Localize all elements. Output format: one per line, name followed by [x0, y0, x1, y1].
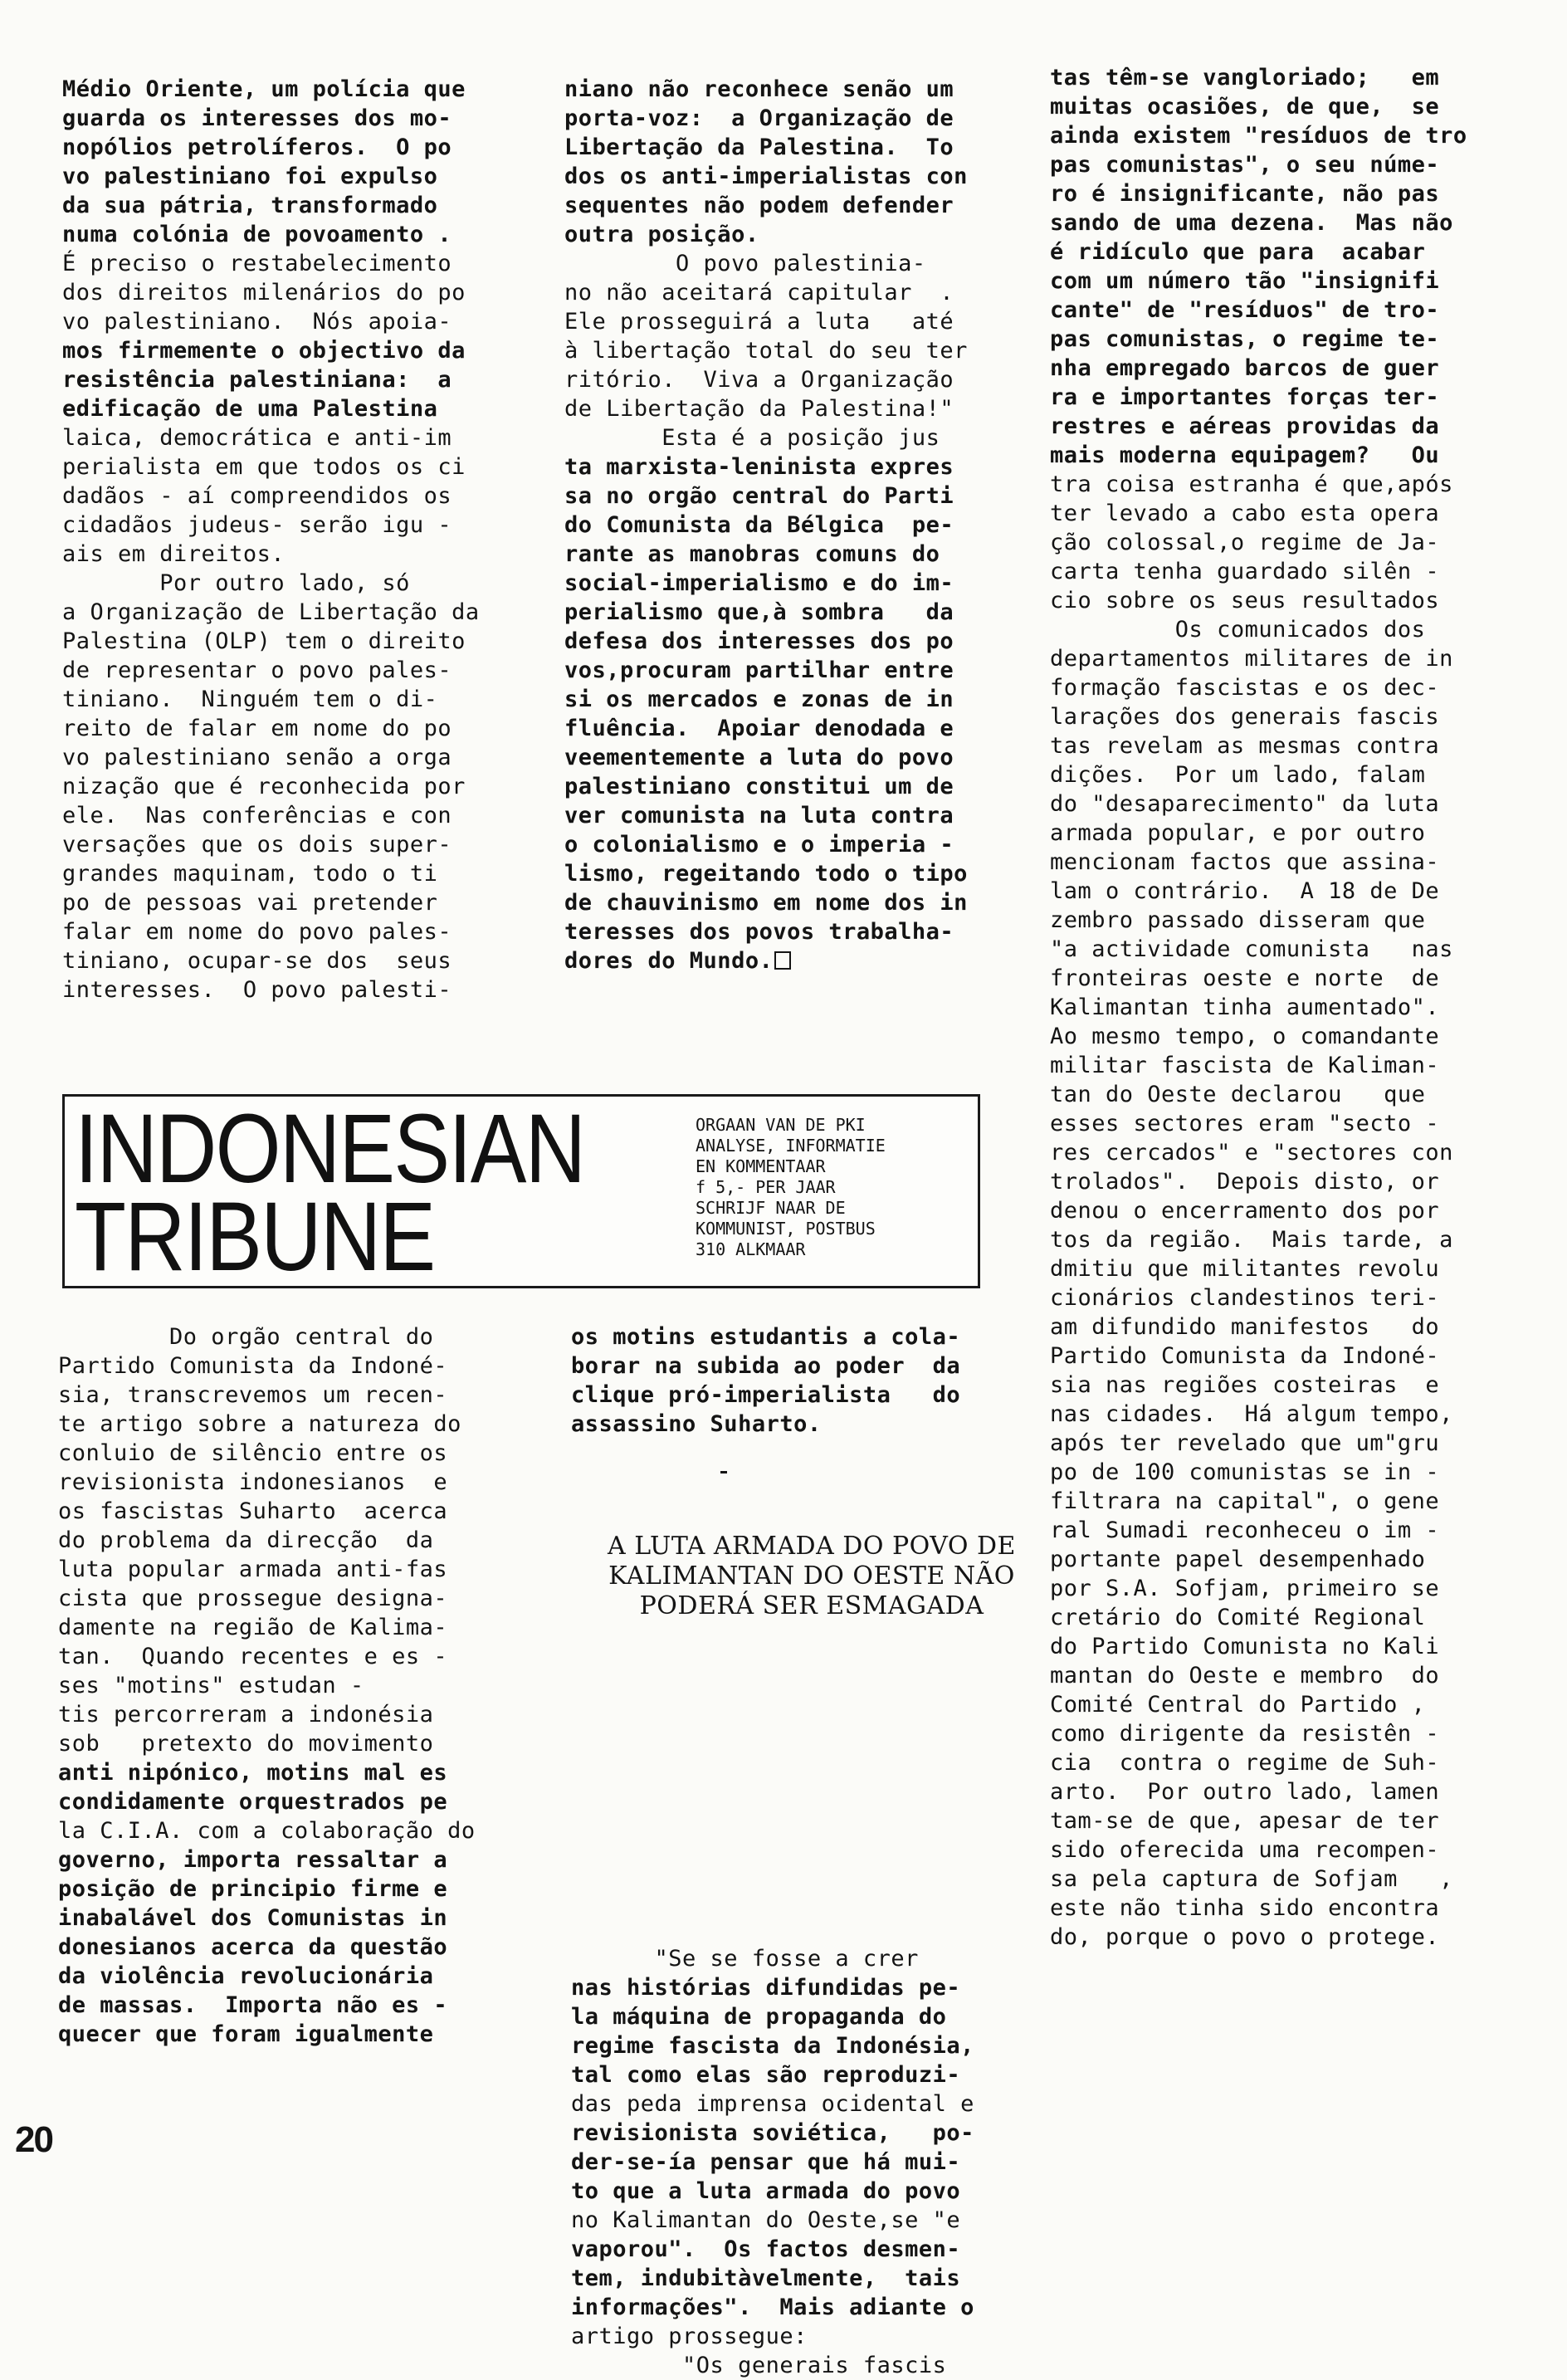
text-line: social-imperialismo e do im-	[564, 570, 954, 596]
text-line: tam-se de que, apesar de ter	[1050, 1808, 1440, 1834]
text-column-5	[571, 1322, 1052, 1439]
headline-line: KALIMANTAN DO OESTE NÃO	[608, 1561, 1015, 1591]
text-line: o colonialismo e o imperia -	[564, 832, 954, 858]
text-line: reito de falar em nome do po	[62, 716, 452, 741]
text-line: governo, importa ressaltar a	[58, 1847, 448, 1873]
text-line: formação fascistas e os dec-	[1050, 675, 1440, 701]
text-line: rante as manobras comuns do	[564, 541, 940, 567]
text-line: veementemente a luta do povo	[564, 745, 954, 770]
text-line: outra posição.	[564, 222, 759, 247]
text-line: do, porque o povo o protege.	[1050, 1924, 1440, 1950]
text-line: dos os anti-imperialistas con	[564, 164, 968, 189]
text-line: laica, democrática e anti-im	[62, 425, 452, 451]
text-line: após ter revelado que um"gru	[1050, 1430, 1440, 1456]
text-line: O povo palestinia-	[564, 251, 926, 276]
text-line: interesses. O povo palesti-	[62, 977, 452, 1003]
text-line: sia nas regiões costeiras e	[1050, 1372, 1440, 1398]
text-line: dições. Por um lado, falam	[1050, 762, 1426, 788]
text-line: da sua pátria, transformado	[62, 193, 438, 218]
text-line: tem, indubitàvelmente, tais	[571, 2265, 961, 2291]
text-line: muitas ocasiões, de que, se	[1050, 94, 1440, 120]
headline-line: A LUTA ARMADA DO POVO DE	[608, 1532, 1016, 1561]
text-line: Os comunicados dos	[1050, 617, 1426, 643]
text-line: este não tinha sido encontra	[1050, 1895, 1440, 1921]
text-line: ais em direitos.	[62, 541, 286, 567]
text-line: vo palestiniano foi expulso	[62, 164, 438, 189]
text-line: mantan do Oeste e membro do	[1050, 1663, 1440, 1688]
text-line: po de pessoas vai pretender	[62, 890, 438, 916]
text-line: denou o encerramento dos por	[1050, 1198, 1440, 1224]
text-line: vaporou". Os factos desmen-	[571, 2236, 961, 2262]
text-line: restres e aéreas providas da	[1050, 413, 1440, 439]
text-line: cista que prossegue designa-	[58, 1586, 448, 1611]
text-line: larações dos generais fascis	[1050, 704, 1440, 730]
ad-info-line: 310 ALKMAAR	[696, 1239, 806, 1259]
text-line: cidadãos judeus- serão igu -	[62, 512, 452, 538]
text-line: ra e importantes forças ter-	[1050, 384, 1440, 410]
text-line: zembro passado disseram que	[1050, 907, 1426, 933]
text-line: niano não reconhece senão um	[564, 76, 954, 102]
text-line: tan. Quando recentes e es -	[58, 1644, 448, 1669]
text-line: regime fascista da Indonésia,	[571, 2033, 974, 2059]
text-line: sia, transcrevemos um recen-	[58, 1382, 448, 1408]
text-line: cio sobre os seus resultados	[1050, 588, 1440, 613]
text-line: Ao mesmo tempo, o comandante	[1050, 1024, 1440, 1049]
text-line: Partido Comunista da Indoné-	[58, 1353, 448, 1379]
text-line: à libertação total do seu ter	[564, 338, 968, 364]
text-line: dos direitos milenários do po	[62, 280, 466, 305]
text-column-3	[1050, 63, 1531, 1952]
text-line: "Se se fosse a crer	[571, 1946, 919, 1972]
text-line: Partido Comunista da Indoné-	[1050, 1343, 1440, 1369]
text-line: tos da região. Mais tarde, a	[1050, 1227, 1453, 1253]
text-line: teresses dos povos trabalha-	[564, 919, 954, 945]
text-line: das peda imprensa ocidental e	[571, 2091, 974, 2117]
text-line: a Organização de Libertação da	[62, 599, 480, 625]
text-line: de chauvinismo em nome dos in	[564, 890, 968, 916]
text-line: ro é insignificante, não pas	[1050, 181, 1440, 207]
text-line: grandes maquinam, todo o ti	[62, 861, 438, 887]
text-line: dmitiu que militantes revolu	[1050, 1256, 1440, 1282]
text-line: lismo, regeitando todo o tipo	[564, 861, 968, 887]
text-line: Libertação da Palestina. To	[564, 134, 954, 160]
text-line: numa colónia de povoamento .	[62, 222, 452, 247]
text-line: inabalável dos Comunistas in	[58, 1905, 448, 1931]
text-line: tiniano, ocupar-se dos seus	[62, 948, 452, 974]
text-line: te artigo sobre a natureza do	[58, 1411, 461, 1437]
text-line: nha empregado barcos de guer	[1050, 355, 1440, 381]
text-line: mencionam factos que assina-	[1050, 849, 1440, 875]
text-column-1	[62, 75, 560, 1004]
ad-info-line: ORGAAN VAN DE PKI	[696, 1115, 866, 1135]
text-line: filtrara na capital", o gene	[1050, 1488, 1440, 1514]
text-line: vo palestiniano. Nós apoia-	[62, 309, 452, 335]
text-line: nopólios petrolíferos. O po	[62, 134, 452, 160]
text-line: falar em nome do povo pales-	[62, 919, 452, 945]
text-line: res cercados" e "sectores con	[1050, 1140, 1453, 1166]
text-line: palestiniano constitui um de	[564, 774, 954, 799]
decorative-dash	[720, 1471, 727, 1473]
text-line: po de 100 comunistas se in -	[1050, 1459, 1440, 1485]
text-line: dadãos - aí compreendidos os	[62, 483, 452, 509]
text-line: Do orgão central do	[58, 1324, 434, 1350]
indonesian-tribune-advertisement	[62, 1094, 980, 1292]
text-line: militar fascista de Kaliman-	[1050, 1053, 1440, 1078]
text-line: posição de principio firme e	[58, 1876, 448, 1902]
text-line: é ridículo que para acabar	[1050, 239, 1426, 265]
text-line: to que a luta armada do povo	[571, 2178, 961, 2204]
text-line: vos,procuram partilhar entre	[564, 657, 954, 683]
text-line: ele. Nas conferências e con	[62, 803, 452, 828]
ad-info-line: ANALYSE, INFORMATIE	[696, 1136, 886, 1156]
text-line: os fascistas Suharto acerca	[58, 1498, 448, 1524]
text-line: tiniano. Ninguém tem o di-	[62, 687, 438, 712]
text-line: conluio de silêncio entre os	[58, 1440, 448, 1466]
text-line: do "desaparecimento" da luta	[1050, 791, 1440, 817]
text-line: arto. Por outro lado, lamen	[1050, 1779, 1440, 1805]
text-line: tas têm-se vangloriado; em	[1050, 65, 1440, 90]
ad-title-line2: TRIBUNE	[75, 1182, 435, 1292]
text-line: como dirigente da resistên -	[1050, 1721, 1440, 1747]
text-line: si os mercados e zonas de in	[564, 687, 954, 712]
text-line: donesianos acerca da questão	[58, 1934, 448, 1960]
text-line: Esta é a posição jus	[564, 425, 940, 451]
text-line: tas revelam as mesmas contra	[1050, 733, 1440, 759]
text-line: porta-voz: a Organização de	[564, 105, 954, 131]
text-line: tra coisa estranha é que,após	[1050, 472, 1453, 497]
text-line: sob pretexto do movimento	[58, 1731, 434, 1757]
text-line: esses sectores eram "secto -	[1050, 1111, 1440, 1136]
text-line: am difundido manifestos do	[1050, 1314, 1440, 1340]
text-line: Comité Central do Partido ,	[1050, 1692, 1426, 1718]
text-line: cionários clandestinos teri-	[1050, 1285, 1440, 1311]
text-line: "Os generais fascis	[571, 2353, 947, 2378]
text-line: cia contra o regime de Suh-	[1050, 1750, 1440, 1776]
headline-line: PODERÁ SER ESMAGADA	[639, 1591, 984, 1620]
page-number: 20	[15, 2119, 52, 2160]
text-line: perialista em que todos os ci	[62, 454, 466, 480]
text-line: do Partido Comunista no Kali	[1050, 1634, 1440, 1659]
text-line: sa pela captura de Sofjam ,	[1050, 1866, 1453, 1892]
text-line: la C.I.A. com a colaboração do	[58, 1818, 476, 1844]
text-line: mos firmemente o objectivo da	[62, 338, 466, 364]
text-line: os motins estudantis a cola-	[571, 1324, 961, 1350]
text-line: do Comunista da Bélgica pe-	[564, 512, 954, 538]
text-line: ver comunista na luta contra	[564, 803, 954, 828]
text-line: cante" de "resíduos" de tro-	[1050, 297, 1440, 323]
text-line: ter levado a cabo esta opera	[1050, 501, 1440, 526]
text-line: "a actividade comunista nas	[1050, 936, 1453, 962]
text-line: Médio Oriente, um polícia que	[62, 76, 466, 102]
text-line: carta tenha guardado silên -	[1050, 559, 1440, 584]
text-line: trolados". Depois disto, or	[1050, 1169, 1440, 1195]
text-line: ção colossal,o regime de Ja-	[1050, 530, 1440, 555]
text-line: informações". Mais adiante o	[571, 2294, 974, 2320]
text-line: mais moderna equipagem? Ou	[1050, 442, 1440, 468]
text-line: armada popular, e por outro	[1050, 820, 1426, 846]
text-line: fluência. Apoiar denodada e	[564, 716, 954, 741]
text-column-6	[571, 1944, 1069, 2380]
ad-info-block	[696, 1115, 886, 1260]
text-line: nização que é reconhecida por	[62, 774, 466, 799]
text-line: pas comunistas", o seu núme-	[1050, 152, 1440, 178]
text-line: lam o contrário. A 18 de De	[1050, 878, 1440, 904]
text-line: nas histórias difundidas pe-	[571, 1975, 961, 2001]
article-headline	[571, 1532, 1052, 1621]
text-line: Kalimantan tinha aumentado".	[1050, 995, 1440, 1020]
text-line: com um número tão "insignifi	[1050, 268, 1440, 294]
ad-info-line: EN KOMMENTAAR	[696, 1156, 826, 1176]
text-line: guarda os interesses dos mo-	[62, 105, 452, 131]
text-line: de massas. Importa não es -	[58, 1992, 448, 2018]
text-line: no não aceitará capitular .	[564, 280, 954, 305]
text-line: por S.A. Sofjam, primeiro se	[1050, 1576, 1440, 1601]
text-line: artigo prossegue:	[571, 2324, 808, 2349]
text-line: Por outro lado, só	[62, 570, 410, 596]
text-line: Ele prosseguirá a luta até	[564, 309, 954, 335]
text-line: de representar o povo pales-	[62, 657, 452, 683]
text-line: É preciso o restabelecimento	[62, 251, 452, 276]
text-line: clique pró-imperialista do	[571, 1382, 961, 1408]
text-line: edificação de uma Palestina	[62, 396, 438, 422]
text-line: ses "motins" estudan -	[58, 1673, 364, 1698]
text-line: quecer que foram igualmente	[58, 2021, 434, 2047]
text-line: resistência palestiniana: a	[62, 367, 452, 393]
text-line: revisionista soviética, po-	[571, 2120, 974, 2146]
text-line: portante papel desempenhado	[1050, 1547, 1426, 1572]
text-line: luta popular armada anti-fas	[58, 1557, 448, 1582]
text-line: sido oferecida uma recompen-	[1050, 1837, 1440, 1863]
text-line: do problema da direcção da	[58, 1527, 434, 1553]
text-line: defesa dos interesses dos po	[564, 628, 954, 654]
ad-info-line: KOMMUNIST, POSTBUS	[696, 1219, 876, 1239]
text-line: nas cidades. Há algum tempo,	[1050, 1401, 1453, 1427]
text-line: pas comunistas, o regime te-	[1050, 326, 1440, 352]
text-line: anti nipónico, motins mal es	[58, 1760, 448, 1786]
text-line: sequentes não podem defender	[564, 193, 954, 218]
ad-info-line: f 5,- PER JAAR	[696, 1177, 836, 1197]
text-line: fronteiras oeste e norte de	[1050, 965, 1440, 991]
text-line: ainda existem "resíduos de tro	[1050, 123, 1467, 149]
text-line: sa no orgão central do Parti	[564, 483, 954, 509]
text-line: tan do Oeste declarou que	[1050, 1082, 1426, 1107]
text-line: vo palestiniano senão a orga	[62, 745, 452, 770]
text-line: der-se-ía pensar que há mui-	[571, 2149, 961, 2175]
text-line: departamentos militares de in	[1050, 646, 1453, 672]
text-column-2	[564, 75, 1046, 975]
text-line: tis percorreram a indonésia	[58, 1702, 434, 1728]
text-line: ta marxista-leninista expres	[564, 454, 954, 480]
text-line: versações que os dois super-	[62, 832, 452, 858]
text-line: de Libertação da Palestina!"	[564, 396, 954, 422]
text-line: assassino Suharto.	[571, 1411, 822, 1437]
text-line: la máquina de propaganda do	[571, 2004, 947, 2030]
text-line: condidamente orquestrados pe	[58, 1789, 448, 1815]
text-column-4	[58, 1322, 564, 2049]
text-line: ral Sumadi reconheceu o im -	[1050, 1517, 1440, 1543]
text-line: no Kalimantan do Oeste,se "e	[571, 2207, 961, 2233]
ad-info-line: SCHRIJF NAAR DE	[696, 1198, 846, 1218]
text-line: borar na subida ao poder da	[571, 1353, 961, 1379]
text-line: ritório. Viva a Organização	[564, 367, 954, 393]
text-line: da violência revolucionária	[58, 1963, 434, 1989]
text-line: tal como elas são reproduzi-	[571, 2062, 961, 2088]
ad-title-line1: INDONESIAN	[75, 1094, 585, 1204]
text-line: perialismo que,à sombra da	[564, 599, 954, 625]
text-line: damente na região de Kalima-	[58, 1615, 448, 1640]
end-of-article-mark	[774, 951, 791, 970]
text-line: revisionista indonesianos e	[58, 1469, 448, 1495]
text-line: dores do Mundo.	[564, 946, 1046, 975]
text-line: cretário do Comité Regional	[1050, 1605, 1426, 1630]
text-line: Palestina (OLP) tem o direito	[62, 628, 466, 654]
text-line: sando de uma dezena. Mas não	[1050, 210, 1453, 236]
